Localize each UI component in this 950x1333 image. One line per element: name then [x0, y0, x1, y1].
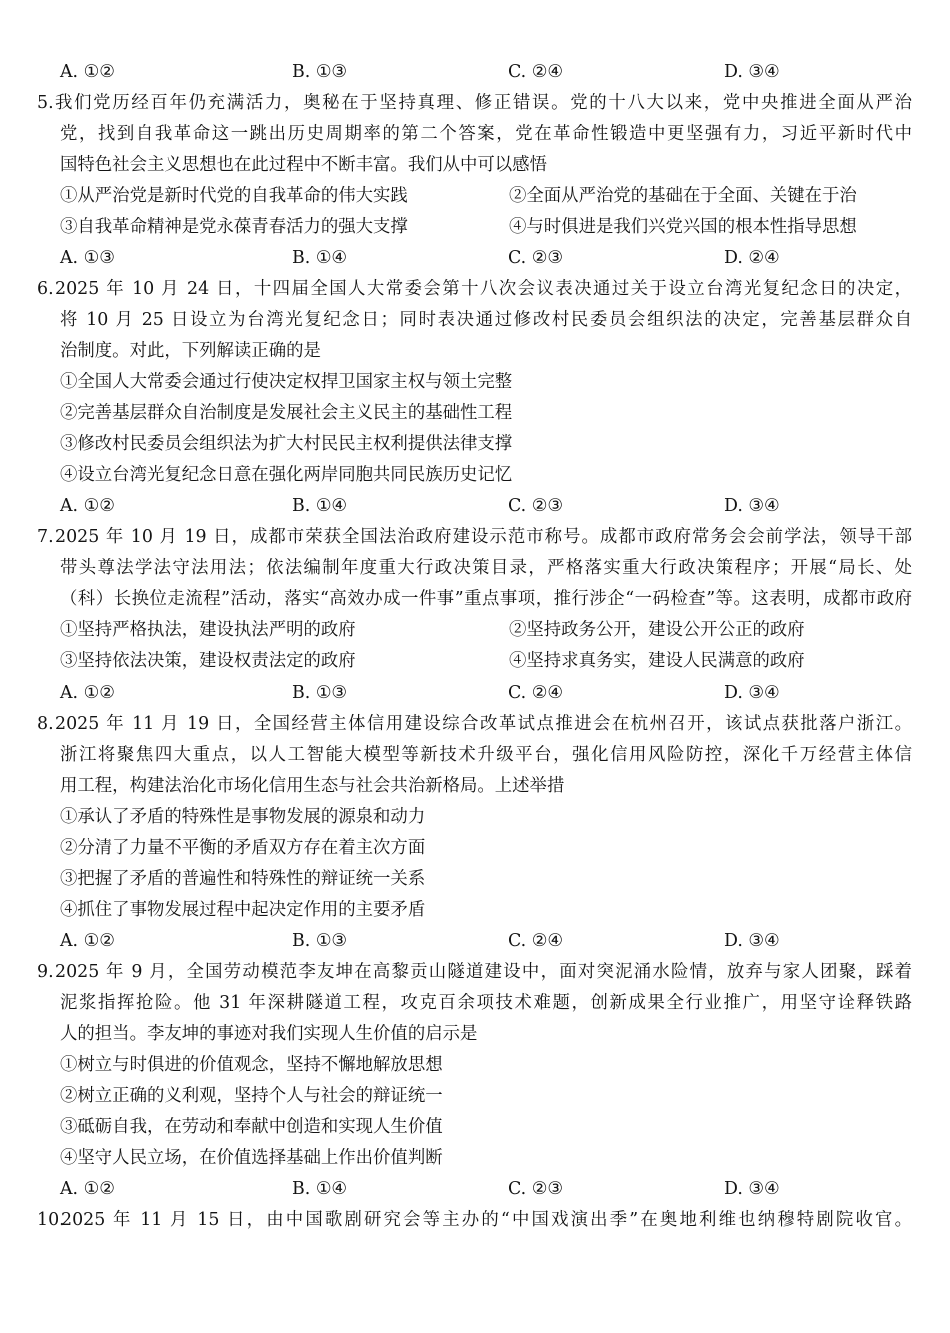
answer-option: D. ③④ — [724, 930, 780, 951]
answer-option: C. ②④ — [508, 682, 563, 703]
answer-option: D. ③④ — [724, 1179, 780, 1200]
question-number: 9. — [37, 961, 54, 982]
answer-option: B. ①③ — [292, 682, 348, 703]
statement: ③把握了矛盾的普遍性和特殊性的辩证统一关系 — [60, 868, 426, 889]
answer-option: A. ①② — [60, 930, 115, 951]
statement-line — [0, 895, 950, 926]
answer-options — [0, 926, 950, 957]
question-number: 10. — [37, 1210, 65, 1231]
answer-option: D. ③④ — [724, 682, 780, 703]
answer-option: C. ②④ — [508, 930, 563, 951]
question-stem-continued — [0, 305, 950, 336]
answer-options — [0, 243, 950, 274]
question-number: 5. — [37, 92, 54, 113]
answer-option: D. ③④ — [724, 61, 780, 82]
statement-pair — [0, 212, 950, 243]
statement-line — [0, 833, 950, 864]
answer-option: A. ①② — [60, 61, 115, 82]
answer-option: C. ②③ — [508, 247, 563, 268]
answer-options — [0, 491, 950, 522]
statement-line — [0, 1050, 950, 1081]
question-stem — [0, 957, 950, 988]
statement: ②分清了力量不平衡的矛盾双方存在着主次方面 — [60, 837, 426, 858]
answer-options — [0, 678, 950, 709]
answer-option: B. ①④ — [292, 496, 348, 517]
question-stem — [0, 709, 950, 740]
question-text: 2025 年 10 月 24 日，十四届全国人大常委会第十八次会议表决通过关于设立台湾光复纪念日的决定， — [55, 278, 912, 299]
question-text: 2025 年 10 月 19 日，成都市荣获全国法治政府建设示范市称号。成都市政府常务会会前学法，领导干部 — [55, 527, 912, 548]
question-text: 治制度。对此，下列解读正确的是 — [60, 340, 321, 361]
statement: ④坚持求真务实，建设人民满意的政府 — [509, 651, 805, 672]
answer-options — [0, 57, 950, 88]
statement: ②全面从严治党的基础在于全面、关键在于治 — [509, 185, 857, 206]
statement: ②完善基层群众自治制度是发展社会主义民主的基础性工程 — [60, 403, 513, 424]
statement-line — [0, 429, 950, 460]
question-stem — [0, 1205, 950, 1236]
question-text: 用工程，构建法治化市场化信用生态与社会共治新格局。上述举措 — [60, 775, 565, 796]
statement-line — [0, 1112, 950, 1143]
question-text: （科）长换位走流程”活动，落实“高效办成一件事”重点事项，推行涉企“一码检查”等。这表明，成都市政府 — [60, 589, 912, 610]
statement: ③修改村民委员会组织法为扩大村民民主权利提供法律支撑 — [60, 434, 513, 455]
statement: ②树立正确的义利观，坚持个人与社会的辩证统一 — [60, 1086, 443, 1107]
statement: ①从严治党是新时代党的自我革命的伟大实践 — [60, 185, 408, 206]
statement-line — [0, 802, 950, 833]
question-text: 我们党历经百年仍充满活力，奥秘在于坚持真理、修正错误。党的十八大以来，党中央推进全面从严治 — [55, 92, 912, 113]
question-stem-continued — [0, 1019, 950, 1050]
question-text: 泥浆指挥抢险。他 31 年深耕隧道工程，攻克百余项技术难题，创新成果全行业推广，用坚守诠释铁路 — [60, 993, 912, 1013]
statement: ③坚持依法决策，建设权责法定的政府 — [60, 651, 356, 672]
question-stem-continued — [0, 771, 950, 802]
question-stem-continued — [0, 119, 950, 150]
question-text: 将 10 月 25 日设立为台湾光复纪念日；同时表决通过修改村民委员会组织法的决定，完善基层群众自 — [60, 309, 912, 330]
statement: ①树立与时俱进的价值观念，坚持不懈地解放思想 — [60, 1055, 443, 1076]
question-stem — [0, 274, 950, 305]
statement-line — [0, 1143, 950, 1174]
question-number: 8. — [37, 713, 54, 734]
answer-option: B. ①④ — [292, 247, 348, 268]
question-stem — [0, 88, 950, 119]
statement: ③砥砺自我，在劳动和奉献中创造和实现人生价值 — [60, 1117, 443, 1138]
answer-option: C. ②③ — [508, 496, 563, 517]
answer-options — [0, 1174, 950, 1205]
statement: ④设立台湾光复纪念日意在强化两岸同胞共同民族历史记忆 — [60, 465, 513, 486]
answer-option: B. ①④ — [292, 1179, 348, 1200]
answer-option: B. ①③ — [292, 930, 348, 951]
answer-option: C. ②④ — [508, 61, 563, 82]
question-stem-continued — [0, 336, 950, 367]
question-number: 7. — [37, 527, 54, 548]
statement: ④与时俱进是我们兴党兴国的根本性指导思想 — [509, 216, 857, 237]
answer-option: A. ①② — [60, 496, 115, 517]
answer-option: A. ①② — [60, 1179, 115, 1200]
statement-line — [0, 367, 950, 398]
statement-pair — [0, 181, 950, 212]
question-stem-continued — [0, 553, 950, 584]
statement: ④坚守人民立场，在价值选择基础上作出价值判断 — [60, 1148, 443, 1169]
statement: ①坚持严格执法，建设执法严明的政府 — [60, 620, 356, 641]
statement-line — [0, 1081, 950, 1112]
question-text: 浙江将聚焦四大重点，以人工智能大模型等新技术升级平台，强化信用风险防控，深化千万经营主体信 — [60, 744, 912, 765]
question-stem — [0, 522, 950, 553]
question-text: 2025 年 11 月 15 日，由中国歌剧研究会等主办的“中国戏演出季”在奥地利维也纳穆特剧院收官。 — [61, 1210, 912, 1231]
statement: ④抓住了事物发展过程中起决定作用的主要矛盾 — [60, 899, 426, 920]
answer-option: A. ①③ — [60, 247, 115, 268]
statement: ①承认了矛盾的特殊性是事物发展的源泉和动力 — [60, 806, 426, 827]
statement-pair — [0, 646, 950, 677]
statement-pair — [0, 615, 950, 646]
statement-line — [0, 864, 950, 895]
answer-option: D. ③④ — [724, 496, 780, 517]
question-number: 6. — [37, 278, 54, 299]
question-text: 国特色社会主义思想也在此过程中不断丰富。我们从中可以感悟 — [60, 154, 547, 175]
question-text: 带头尊法学法守法用法；依法编制年度重大行政决策目录，严格落实重大行政决策程序；开展“局长、处 — [60, 558, 912, 579]
answer-option: B. ①③ — [292, 61, 348, 82]
answer-option: C. ②③ — [508, 1179, 563, 1200]
question-stem-continued — [0, 740, 950, 771]
question-stem-continued — [0, 584, 950, 615]
question-text: 2025 年 9 月，全国劳动模范李友坤在高黎贡山隧道建设中，面对突泥涌水险情，放弃与家人团聚，踩着 — [55, 961, 912, 982]
statement-line — [0, 460, 950, 491]
question-text: 2025 年 11 月 19 日，全国经营主体信用建设综合改革试点推进会在杭州召开，该试点获批落户浙江。 — [55, 713, 912, 734]
statement: ①全国人大常委会通过行使决定权捍卫国家主权与领土完整 — [60, 372, 513, 392]
statement: ②坚持政务公开，建设公开公正的政府 — [509, 620, 805, 641]
question-text: 人的担当。李友坤的事迹对我们实现人生价值的启示是 — [60, 1024, 478, 1045]
question-stem-continued — [0, 988, 950, 1019]
answer-option: D. ②④ — [724, 247, 780, 268]
question-text: 党，找到自我革命这一跳出历史周期率的第二个答案，党在革命性锻造中更坚强有力，习近平新时代中 — [60, 123, 912, 144]
question-stem-continued — [0, 150, 950, 181]
statement: ③自我革命精神是党永葆青春活力的强大支撑 — [60, 216, 408, 237]
statement-line — [0, 398, 950, 429]
answer-option: A. ①② — [60, 682, 115, 703]
